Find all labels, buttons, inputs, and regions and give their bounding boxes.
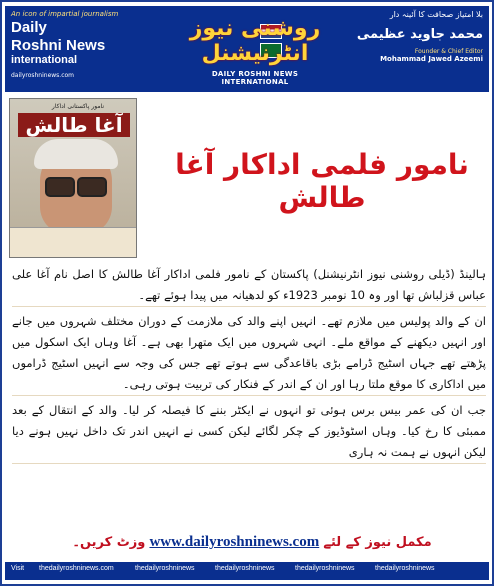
footer-link[interactable]: thedailyroshninews — [295, 565, 355, 572]
footer-link[interactable]: thedailyroshninews — [135, 565, 195, 572]
brand-daily: Daily — [11, 19, 47, 36]
footer-bar — [5, 562, 489, 580]
chief-role: Founder & Chief Editor — [414, 48, 483, 55]
brand-block — [11, 10, 141, 88]
paragraph: ان کے والد پولیس میں ملازم تھے۔ انہیں اپنے والد کی ملازمت کے دوران مختلف شہروں میں جانے اور انہیں دیکھنے کے مواقع ملے۔ انہی شہروں میں ایک متھرا بھی ہے۔ آغا وہاں ایک اسکول میں پڑھتے تھے جہاں اسٹیج ڈرامے بڑی باقاعدگی سے ہوتے تھے جس کی وجہ سے انہیں اسٹیج ڈراموں میں اداکاری کا موقع ملتا رہا اور ان کے اندر کے فنکار کی تربیت ہوتی رہی۔ — [12, 311, 486, 396]
logo — [180, 16, 330, 86]
masthead — [5, 6, 489, 92]
brand-url[interactable]: dailyroshninews.com — [11, 72, 75, 79]
visit-prefix: مکمل نیوز کے لئے — [323, 535, 432, 550]
photo-tag: نامور پاکستانی اداکار — [51, 103, 105, 110]
tagline-en: An icon of impartial journalism — [11, 10, 119, 18]
footer-link[interactable]: thedailyroshninews — [375, 565, 435, 572]
paragraph: جب ان کی عمر بیس برس ہوئی تو انہوں نے ایکٹر بننے کا فیصلہ کر لیا۔ والد کے انتقال کے بعد ممبئی کا رخ کیا۔ وہاں اسٹوڈیوز کے چکر لگائے لیکن کسی نے انہیں اندر تک داخل نہیں ہونے دیا لیکن انہوں نے ہمت نہ ہاری — [12, 400, 486, 464]
visit-suffix: وزٹ کریں۔ — [72, 535, 146, 550]
tagline-ur: بلا امتیاز صحافت کا آئینہ دار — [389, 10, 483, 19]
logo-en: DAILY ROSHNI NEWS INTERNATIONAL — [211, 70, 299, 86]
footer-visit: Visit — [11, 565, 25, 572]
brand-international: international — [11, 54, 78, 66]
footer-link[interactable]: thedailyroshninews — [215, 565, 275, 572]
logo-urdu: روشنی نیوز انٹرنیشنل — [189, 16, 321, 66]
shirt — [10, 227, 136, 258]
website-link[interactable]: www.dailyroshninews.com — [149, 534, 320, 550]
editor-block — [343, 10, 483, 88]
chief-name-ur: محمد جاوید عظیمی — [356, 27, 483, 42]
paragraph: ہالینڈ (ڈیلی روشنی نیوز انٹرنیشنل) پاکستان کے نامور فلمی اداکار آغا طالش کا اصل نام آغا علی عباس قزلباش تھا اور وہ 10 نومبر 1923ء کو لدھیانہ میں پیدا ہوئے تھے۔ — [12, 264, 486, 307]
visit-line — [62, 534, 442, 558]
photo-name-banner: آغا طالش — [18, 113, 130, 137]
footer-link[interactable]: thedailyroshninews.com — [39, 565, 114, 572]
brand-roshni-news: Roshni News — [11, 37, 106, 54]
headline: نامور فلمی اداکار آغا طالش — [175, 148, 469, 214]
chief-name-en: Mohammad Jawed Azeemi — [380, 55, 483, 63]
article-body — [12, 264, 486, 468]
glasses-icon — [45, 177, 107, 193]
hair — [34, 139, 118, 169]
portrait-photo — [9, 98, 137, 258]
